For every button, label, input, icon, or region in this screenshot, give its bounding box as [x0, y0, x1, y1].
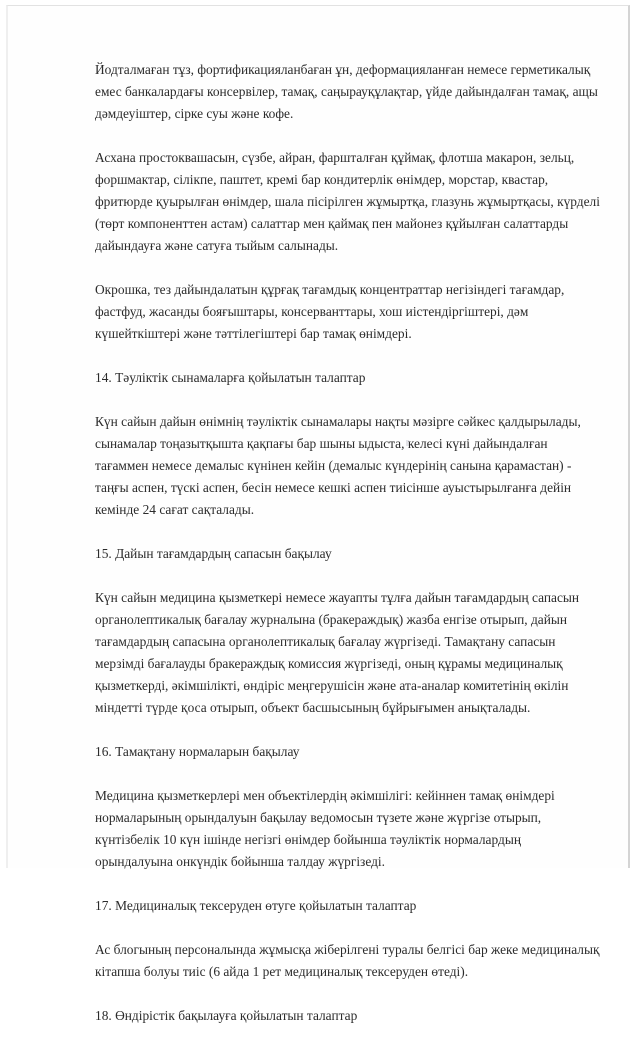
paragraph-nutrition-norms: Медицина қызметкерлері мен объектілердің әкімшілігі: кейіннен тамақ өнімдері нормаларының орындалуын бақылау ведомосын түзете және жүргізе отырып, күнтізбелік 10 күн ішінде негізгі өнімдер бойынша тәуліктік нормалардың орындалуына онкүндік бойынша талдау жүргізеді.	[95, 788, 555, 869]
section-heading-17: 17. Медициналық тексеруден өтуге қойылатын талаптар	[95, 898, 417, 913]
paragraph-quality-control: Күн сайын медицина қызметкері немесе жауапты тұлға дайын тағамдардың сапасын органолептикалық бағалау журналына (бракераждық) жазба енгізе отырып, дайын тағамдардың сапасына органолептикалық бағалау жүргізеді. Тамақтану сапасын мерзімді бағалауды бракераждық комиссия жүргізеді, оның құрамы медициналық қызметкерді, әкімшілікті, өндіріс меңгерушісін және ата-аналар комитетінің өкілін міндетті түрде қоса отырып, объект басшысының бұйрығымен анықталады.	[95, 590, 580, 715]
section-heading-14: 14. Тәуліктік сынамаларға қойылатын талаптар	[95, 370, 366, 385]
paragraph-prohibited-products: Йодталмаған тұз, фортификацияланбаған ұн, деформацияланған немесе герметикалық емес банкалардағы консервілер, тамақ, саңырауқұлақтар, үйде дайындалған тамақ, ащы дәмдеуіштер, сірке суы және кофе.	[95, 62, 598, 121]
paragraph-medical-checkup: Ас блогының персоналында жұмысқа жіберілгені туралы белгісі бар жеке медициналық кітапша болуы тиіс (6 айда 1 рет медициналық тексеруден өтеді).	[95, 942, 600, 979]
document-body	[95, 59, 600, 1049]
scan-margin	[631, 0, 640, 876]
section-heading-18: 18. Өндірістік бақылауға қойылатын талаптар	[95, 1008, 358, 1023]
paragraph-daily-samples: Күн сайын дайын өнімнің тәуліктік сынамалары нақты мәзірге сәйкес қалдырылады, сынамалар тоңазытқышта қақпағы бар шыны ыдыста, келесі күні дайындалған тағаммен немесе демалыс күнінен кейін (демалыс күндерінің санына қарамастан) - таңғы аспен, түскі аспен, бесін немесе кешкі аспен тиісінше ауыстырылғанға дейін кемінде 24 сағат сақталады.	[95, 414, 581, 517]
paragraph-prohibited-dishes: Асхана простоквашасын, сүзбе, айран, фаршталған құймақ, флотша макарон, зельц, форшмактар, сілікпе, паштет, кремі бар кондитерлік өнімдер, морстар, квастар, фритюрде қуырылған өнімдер, шала пісірілген жұмыртқа, глазунь жұмыртқасы, күрделі (төрт компоненттен астам) салаттар мен қаймақ пен майонез құйылған салаттарды дайындауға және сатуға тыйым салынады.	[95, 150, 600, 253]
paragraph-prohibited-foods: Окрошка, тез дайындалатын құрғақ тағамдық концентраттар негізіндегі тағамдар, фастфуд, жасанды бояғыштары, консерванттары, хош иістендіргіштері, дәм күшейткіштері және тәттілегіштері бар тамақ өнімдері.	[95, 282, 565, 341]
section-heading-15: 15. Дайын тағамдардың сапасын бақылау	[95, 546, 332, 561]
section-heading-16: 16. Тамақтану нормаларын бақылау	[95, 744, 300, 759]
